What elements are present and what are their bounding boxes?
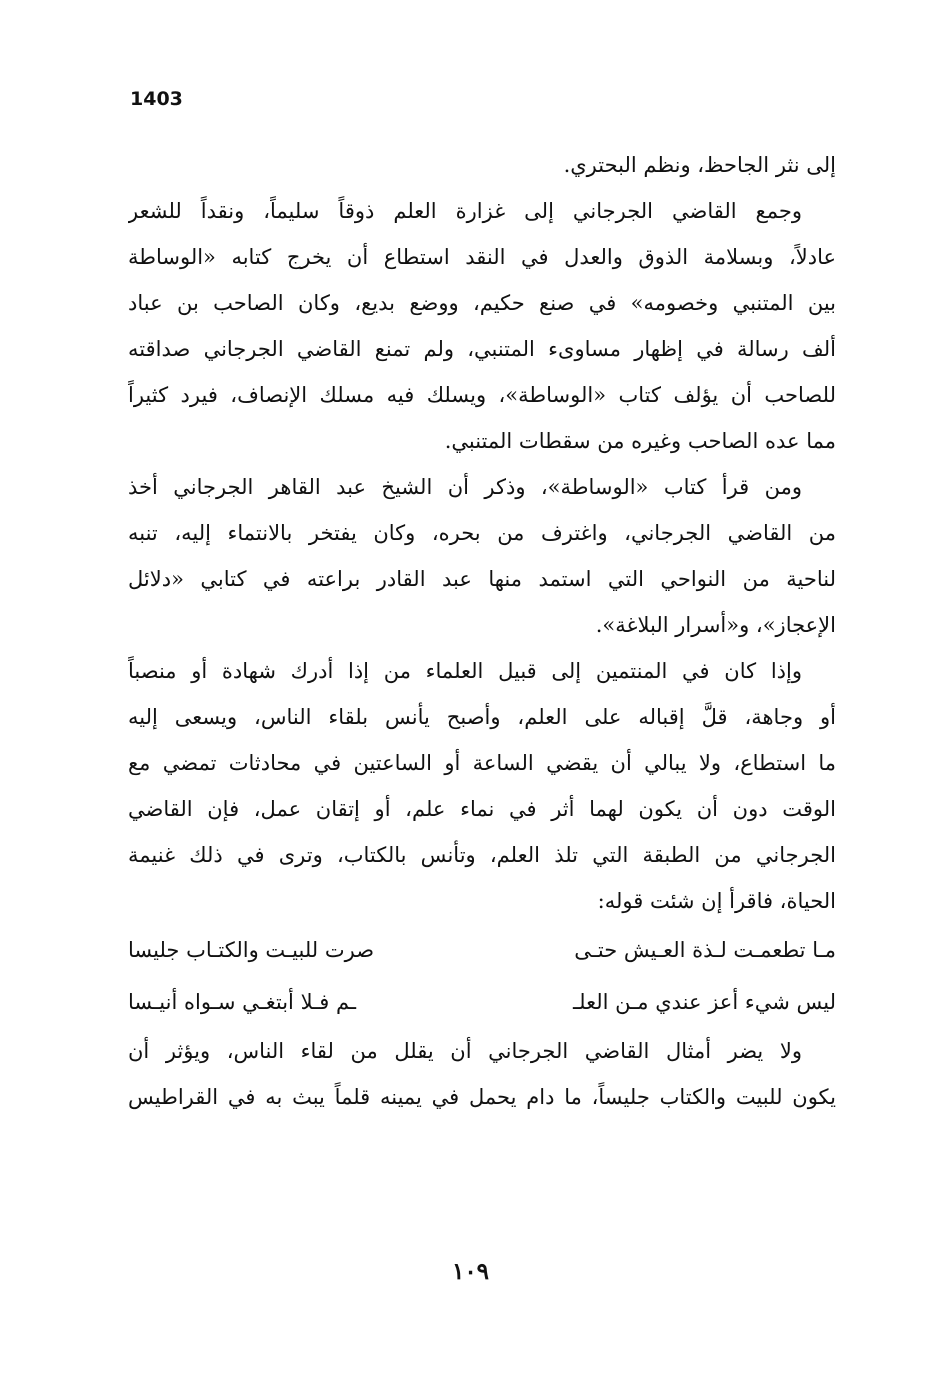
text-line: الإعجاز»، و«أسرار البلاغة». [595,613,836,637]
text-line: عادلاً، وبسلامة الذوق والعدل في النقد استطاع أن يخرج كتابه «الوساطة [128,245,836,269]
verse-first-hemistich: ليس شيء أعز عندي مـن العلـ [573,990,836,1014]
text-line: لناحية من النواحي التي استمد منها عبد القادر براعته في كتابي «دلائل [128,567,836,591]
verse-row [128,976,836,1028]
text-line: للصاحب أن يؤلف كتاب «الوساطة»، ويسلك فيه مسلك الإنصاف، فيرد كثيراً [128,383,836,407]
verse-second-hemistich: ـم فـلا أبتغـي سـواه أنيـسا [128,990,357,1014]
verse-row [128,924,836,976]
page-number: ١٠٩ [451,1258,490,1285]
verse-second-hemistich: صرت للبيـت والكتـاب جليسا [128,938,375,962]
text-line: إلى نثر الجاحظ، ونظم البحتري. [563,153,836,177]
text-line: أو وجاهة، قلَّ إقباله على العلم، وأصبح يأنس بلقاء الناس، ويسعى إليه [128,705,836,729]
text-line: الجرجاني من الطبقة التي تلذ العلم، وتأنس بالكتاب، وترى في ذلك غنيمة [128,843,836,867]
text-line: الوقت دون أن يكون لهما أثر في نماء علم، أو إتقان عمل، فإن القاضي [128,797,836,821]
text-line: الحياة، فاقرأ إن شئت قوله: [597,889,836,913]
text-line: بين المتنبي وخصومه» في صنع حكيم، ووضع بديع، وكان الصاحب بن عباد [128,291,836,315]
text-line: ولا يضر أمثال القاضي الجرجاني أن يقلل من لقاء الناس، ويؤثر أن [128,1039,802,1063]
text-line: من القاضي الجرجاني، واغترف من بحره، وكان يفتخر بالانتماء إليه، تنبه [128,521,836,545]
text-line: يكون للبيت والكتاب جليساً، ما دام يحمل في يمينه قلماً يبث به في القراطيس [128,1085,836,1109]
text-line: وجمع القاضي الجرجاني إلى غزارة العلم ذوقاً سليماً، ونقداً للشعر [128,199,802,223]
text-line: ومن قرأ كتاب «الوساطة»، وذكر أن الشيخ عبد القاهر الجرجاني أخذ [128,475,802,499]
text-line: مما عده الصاحب وغيره من سقطات المتنبي. [444,429,836,453]
page-reference-number: 1403 [130,88,183,110]
body-text [128,142,836,1120]
text-line: ما استطاع، ولا يبالي أن يقضي الساعة أو الساعتين في محادثات تمضي مع [128,751,836,775]
text-line: ألف رسالة في إظهار مساوىء المتنبي، ولم تمنع القاضي الجرجاني صداقته [128,337,836,361]
text-line: وإذا كان في المنتمين إلى قبيل العلماء من إذا أدرك شهادة أو منصباً [128,659,802,683]
verse-first-hemistich: مـا تطعمـت لـذة العـيش حتـى [574,938,836,962]
poem-verses [128,924,836,1028]
